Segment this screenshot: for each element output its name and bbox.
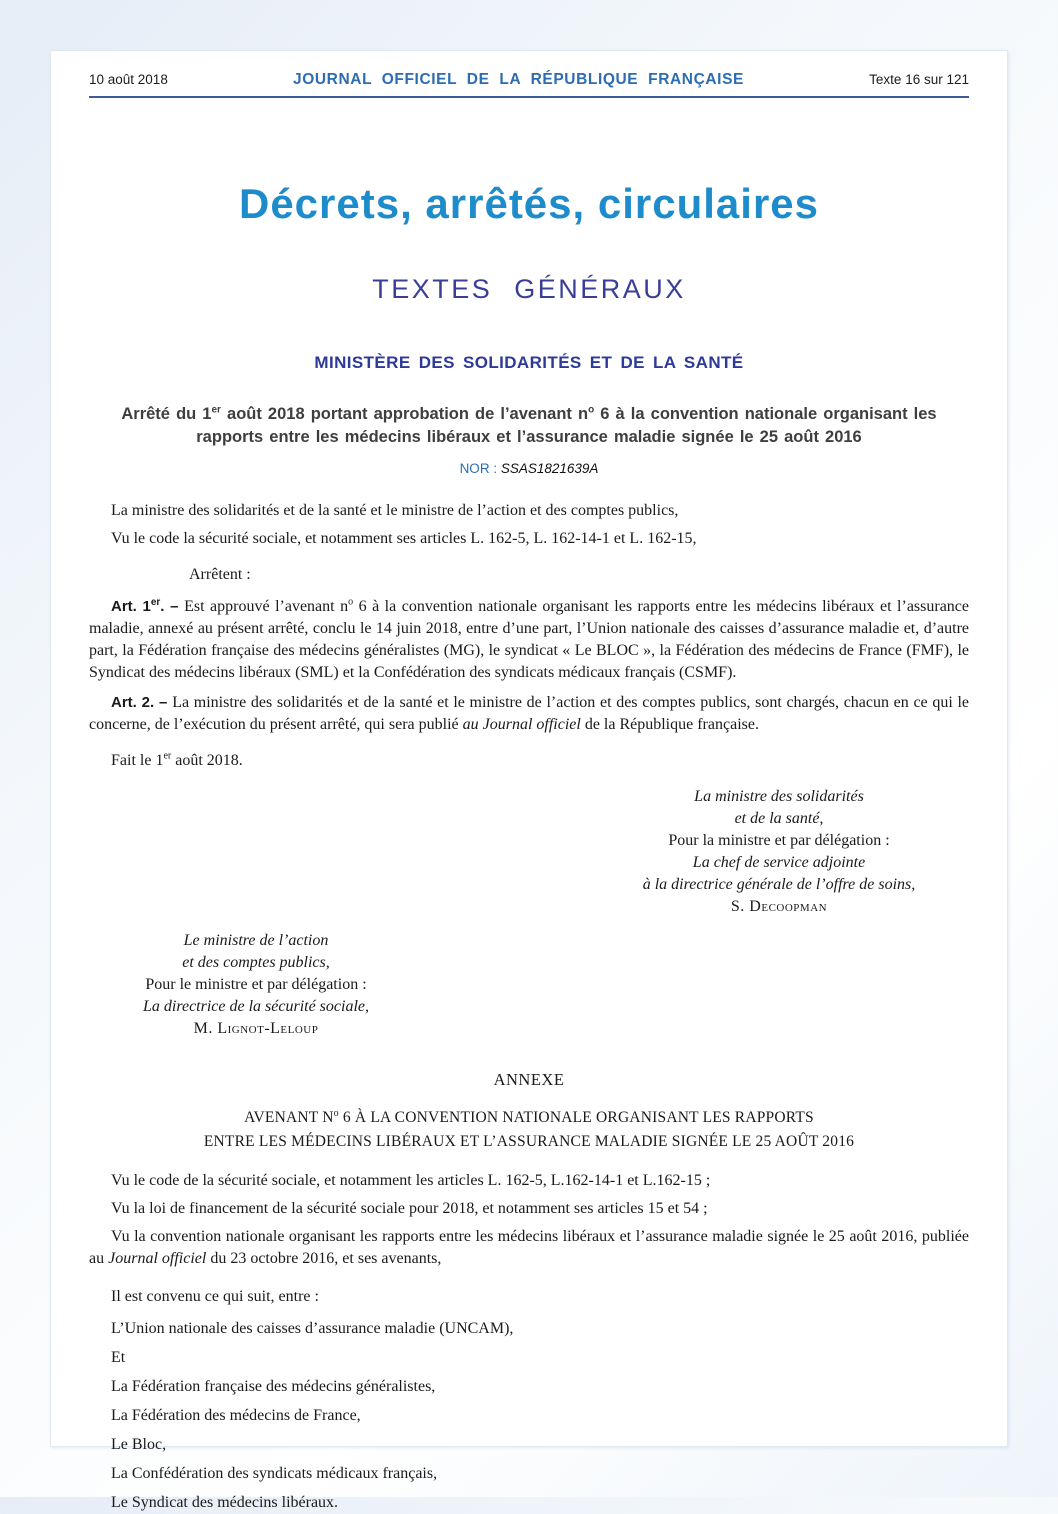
header-divider — [89, 96, 969, 98]
page-header — [89, 71, 969, 89]
nor-line — [89, 461, 969, 476]
arrete-title — [89, 403, 969, 449]
vu-paragraph: Vu la convention nationale organisant les rapports entre les médecins libéraux et l’assurance maladie signée le 25 août 2016, publiée au Journal officiel du 23 octobre 2016, et ses avenants, — [89, 1228, 969, 1268]
party-item: Le Bloc, — [111, 1436, 167, 1454]
signature-role: et des comptes publics, — [182, 954, 330, 972]
article-1 — [89, 596, 969, 684]
article-2-body: de la République française. — [580, 716, 759, 734]
superscript-er: er — [150, 597, 161, 609]
superscript-er: er — [211, 404, 221, 416]
nor-label: NOR : — [459, 461, 501, 477]
signature-block-left — [91, 930, 421, 1040]
journal-officiel-italic: Journal officiel — [108, 1250, 207, 1268]
article-1-body: Est approuvé l’avenant n — [184, 598, 349, 616]
journal-title: JOURNAL OFFICIEL DE LA RÉPUBLIQUE FRANÇAISE — [293, 71, 744, 88]
signature-delegation: Pour le ministre et par délégation : — [145, 976, 367, 994]
superscript-o: o — [333, 1108, 339, 1120]
article-1-body: 6 à la convention nationale organisant les rapports entre les médecins libéraux et l’assurance maladie, annexé au présent arrêté, conclu le 14 juin 2018, entre d’une part, l’Union nationale des caisses d’assurance maladie et, d’autre part, la Fédération française des médecins généralistes (MG), le syndicat « Le BLOC », la Fédération des médecins de France (FMF), le Syndicat des médecins libéraux (SML) et la Confédération des syndicats médicaux français (CSMF). — [89, 598, 970, 682]
intro-paragraph: La ministre des solidarités et de la santé et le ministre de l’action et des comptes publics, — [111, 502, 679, 520]
signature-role: à la directrice générale de l’offre de soins, — [642, 876, 916, 894]
signature-role: et de la santé, — [734, 810, 824, 828]
arrete-intro — [89, 500, 969, 550]
arrete-title-text: août 2018 portant approbation de l’avenant n — [220, 405, 589, 423]
signature-role: La ministre des solidarités — [694, 788, 864, 806]
section-title: TEXTES GÉNÉRAUX — [372, 274, 686, 304]
signature-role: La chef de service adjointe — [692, 854, 866, 872]
party-item: La Confédération des syndicats médicaux français, — [111, 1465, 438, 1483]
nor-value: SSAS1821639A — [500, 461, 599, 477]
annexe-vu-block — [89, 1170, 969, 1270]
party-item: L’Union nationale des caisses d’assurance maladie (UNCAM), — [111, 1320, 514, 1338]
document-page — [50, 50, 1008, 1512]
arrete-title-text: 6 à la convention nationale organisant les rapports entre les médecins libéraux et l’assurance maladie signée le 25 août 2016 — [196, 405, 937, 447]
party-item: La Fédération française des médecins généralistes, — [111, 1378, 436, 1396]
journal-officiel-italic: au Journal officiel — [462, 716, 581, 734]
signature-role: Le ministre de l’action — [183, 932, 329, 950]
vu-paragraph: Vu le code de la sécurité sociale, et notamment les articles L. 162-5, L.162-14-1 et L.162-15 ; — [111, 1172, 711, 1190]
parties-list — [89, 1318, 969, 1514]
party-item: Le Syndicat des médecins libéraux. — [111, 1494, 339, 1512]
intro-paragraph: Vu le code la sécurité sociale, et notamment ses articles L. 162-5, L. 162-14-1 et L. 162-15, — [111, 530, 697, 548]
article-2-body: La ministre des solidarités et de la santé et le ministre de l’action et des comptes publics, sont chargés, chacun en ce qui le concerne, de l’exécution du présent arrêté, qui sera publié — [89, 694, 970, 734]
annexe-subtitle-line2: ENTRE LES MÉDECINS LIBÉRAUX ET L’ASSURANCE MALADIE SIGNÉE LE 25 AOÛT 2016 — [203, 1133, 855, 1151]
header-text-ref: Texte 16 sur 121 — [869, 72, 969, 87]
party-item: La Fédération des médecins de France, — [111, 1407, 361, 1425]
main-title: Décrets, arrêtés, circulaires — [238, 180, 820, 227]
arrete-title-text: Arrêté du 1 — [121, 405, 212, 423]
annexe-title: ANNEXE — [493, 1070, 565, 1090]
arretent-line: Arrêtent : — [189, 566, 251, 584]
article-1-label: Art. 1er. – — [111, 597, 185, 616]
superscript-er: er — [163, 750, 172, 762]
ministry-title: MINISTÈRE DES SOLIDARITÉS ET DE LA SANTÉ — [314, 353, 744, 372]
signature-delegation: Pour la ministre et par délégation : — [668, 832, 890, 850]
convenu-line: Il est convenu ce qui suit, entre : — [111, 1288, 319, 1306]
signature-name: S. Decoopman — [730, 898, 828, 916]
vu-paragraph: Vu la loi de financement de la sécurité sociale pour 2018, et notamment ses articles 15 et 54 ; — [111, 1200, 708, 1218]
signature-role: La directrice de la sécurité sociale, — [142, 998, 369, 1016]
article-2 — [89, 692, 969, 736]
fait-line: Fait le 1er août 2018. — [111, 750, 243, 770]
article-2-label: Art. 2. – — [111, 694, 173, 712]
party-item: Et — [111, 1349, 126, 1367]
signature-name: M. Lignot-Leloup — [193, 1020, 319, 1038]
superscript-o: o — [348, 596, 354, 608]
header-date: 10 août 2018 — [89, 72, 168, 87]
annexe-subtitle — [89, 1106, 969, 1154]
signature-block-right — [589, 786, 969, 918]
annexe-subtitle-line1: AVENANT $N^o$ 6 À LA CONVENTION NATIONALE ORGANISANT LES RAPPORTS — [244, 1108, 814, 1127]
superscript-o: o — [588, 404, 595, 416]
